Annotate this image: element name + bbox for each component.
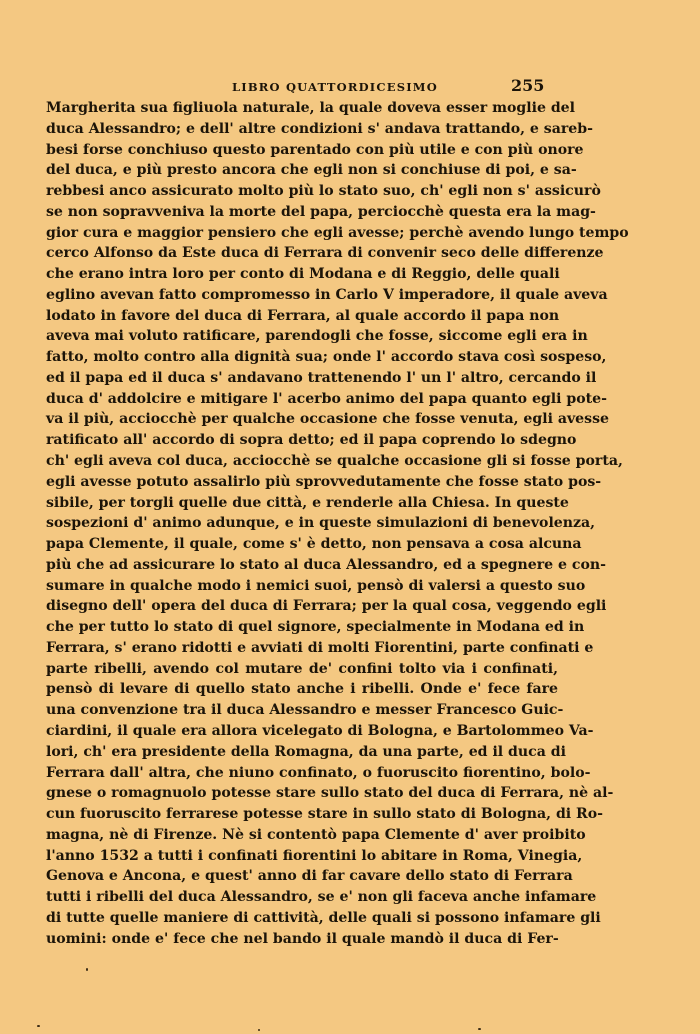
text-line: egli avesse potuto assalirlo più sprovvedutamente che fosse stato pos-	[46, 473, 602, 490]
text-line: Ferrara, s' erano ridotti e avviati di molti Fiorentini, parte confinati e	[46, 639, 594, 656]
scan-speck	[37, 1025, 40, 1027]
text-line: ch' egli aveva col duca, acciocchè se qualche occasione gli si fosse porta,	[46, 453, 623, 470]
text-line: uomini: onde e' fece che nel bando il quale mandò il duca di Fer-	[46, 930, 559, 947]
text-line: pensò di levare di quello stato anche i ribelli. Onde e' fece fare	[46, 681, 558, 698]
text-line: besi forse conchiuso questo parentado con più utile e con più onore	[46, 141, 584, 158]
text-line: di tutte quelle maniere di cattività, delle quali si possono infamare gli	[46, 909, 601, 926]
text-line: tutti i ribelli del duca Alessandro, se e' non gli faceva anche infamare	[46, 889, 597, 906]
body-text	[46, 98, 629, 949]
text-line: lodato in favore del duca di Ferrara, al quale accordo il papa non	[46, 307, 560, 324]
scan-speck	[258, 1029, 260, 1031]
text-line: ciardini, il quale era allora vicelegato di Bologna, e Bartolommeo Va-	[46, 722, 594, 739]
text-line: gnese o romagnuolo potesse stare sullo stato del duca di Ferrara, nè al-	[46, 785, 614, 802]
text-line: sumare in qualche modo i nemici suoi, pensò di valersi a questo suo	[46, 577, 586, 594]
text-line: cerco Alfonso da Este duca di Ferrara di convenir seco delle differenze	[46, 245, 604, 262]
scan-speck	[86, 968, 88, 971]
text-line: che erano intra loro per conto di Modana e di Reggio, delle quali	[46, 266, 560, 283]
text-line: fatto, molto contro alla dignità sua; onde l' accordo stava così sospeso,	[46, 349, 607, 366]
text-line: l'anno 1532 a tutti i confinati fiorentini lo abitare in Roma, Vinegia,	[46, 847, 583, 864]
running-header	[0, 76, 700, 98]
text-line: una convenzione tra il duca Alessandro e messer Francesco Guic-	[46, 702, 564, 719]
text-line: va il più, acciocchè per qualche occasione che fosse venuta, egli avesse	[46, 411, 609, 428]
text-line: se non sopravveniva la morte del papa, perciocchè questa era la mag-	[46, 203, 596, 220]
text-line: sibile, per torgli quelle due città, e renderle alla Chiesa. In queste	[46, 494, 569, 511]
page-number: 255	[511, 76, 545, 95]
text-line: rebbesi anco assicurato molto più lo stato suo, ch' egli non s' assicurò	[46, 183, 601, 200]
text-line: duca d' addolcire e mitigare l' acerbo animo del papa quanto egli pote-	[46, 390, 607, 407]
text-line: parte ribelli, avendo col mutare de' confini tolto via i confinati,	[46, 660, 558, 677]
text-line: Ferrara dall' altra, che niuno confinato, o fuoruscito fiorentino, bolo-	[46, 764, 591, 781]
text-line: ratificato all' accordo di sopra detto; ed il papa coprendo lo sdegno	[46, 432, 577, 449]
text-line: aveva mai voluto ratificare, parendogli che fosse, siccome egli era in	[46, 328, 588, 345]
text-line: disegno dell' opera del duca di Ferrara; per la qual cosa, veggendo egli	[46, 598, 607, 615]
scan-speck	[478, 1028, 481, 1030]
text-line: Margherita sua figliuola naturale, la quale doveva esser moglie del	[46, 100, 576, 116]
text-line: più che ad assicurare lo stato al duca Alessandro, ed a spegnere e con-	[46, 556, 607, 573]
text-line: Genova e Ancona, e quest' anno di far cavare dello stato di Ferrara	[46, 868, 573, 885]
text-line: papa Clemente, il quale, come s' è detto, non pensava a cosa alcuna	[46, 536, 582, 553]
text-line: magna, nè di Firenze. Nè si contentò papa Clemente d' aver proibito	[46, 826, 586, 843]
text-line: eglino avevan fatto compromesso in Carlo V imperadore, il quale aveva	[46, 286, 608, 303]
text-line: del duca, e più presto ancora che egli non si conchiuse di poi, e sa-	[46, 162, 577, 179]
text-line: duca Alessandro; e dell' altre condizioni s' andava trattando, e sareb-	[46, 120, 593, 137]
text-line: ed il papa ed il duca s' andavano trattenendo l' un l' altro, cercando il	[46, 369, 597, 386]
text-line: cun fuoruscito ferrarese potesse stare in sullo stato di Bologna, di Ro-	[46, 806, 604, 823]
running-title: LIBRO QUATTORDICESIMO	[232, 80, 438, 94]
text-line: gior cura e maggior pensiero che egli avesse; perchè avendo lungo tempo	[46, 224, 629, 241]
text-line: che per tutto lo stato di quel signore, specialmente in Modana ed in	[46, 619, 585, 636]
text-line: lori, ch' era presidente della Romagna, da una parte, ed il duca di	[46, 743, 566, 760]
text-line: sospezioni d' animo adunque, e in queste simulazioni di benevolenza,	[46, 515, 596, 532]
